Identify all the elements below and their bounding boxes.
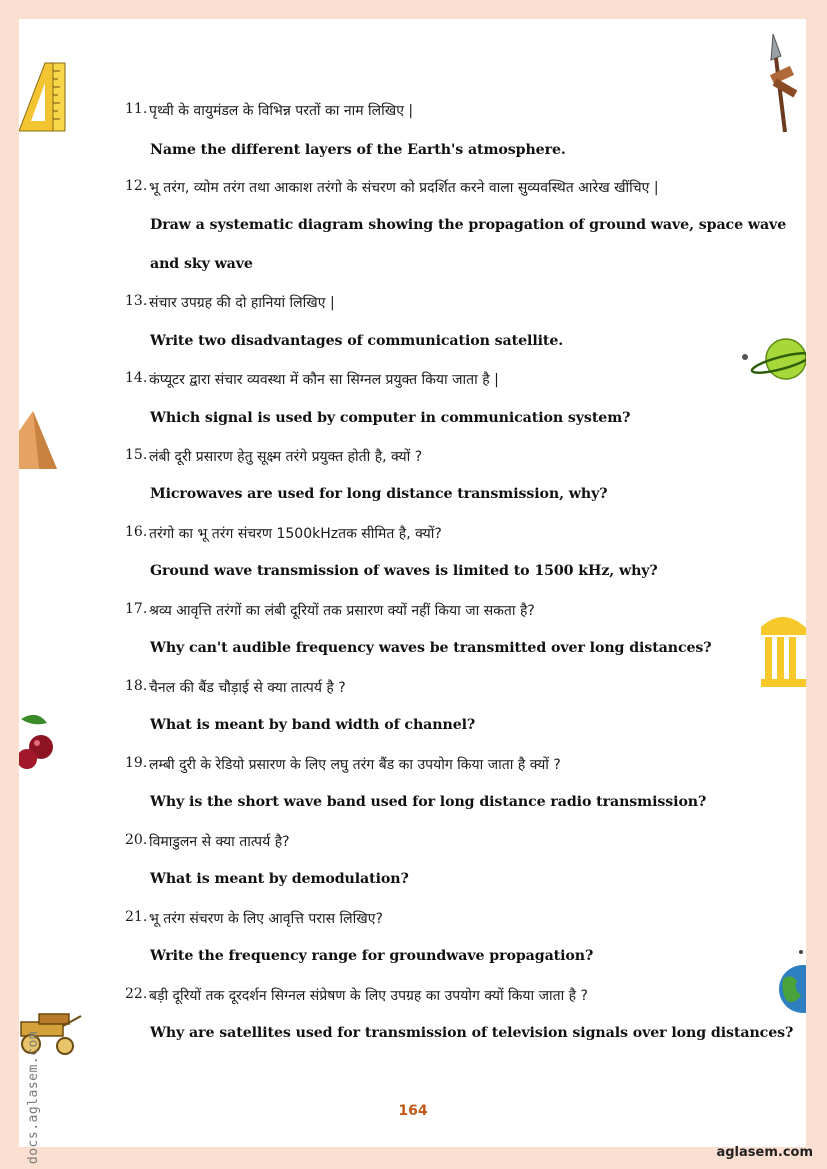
question-english: Ground wave transmission of waves is limited to 1500 kHz, why? bbox=[150, 563, 658, 579]
question-hindi: कंप्यूटर द्वारा संचार व्यवस्था में कौन सा सिग्नल प्रयुक्त किया जाता है | bbox=[149, 372, 499, 388]
question-number: 13. bbox=[125, 293, 148, 309]
side-watermark: docs.aglasem.com bbox=[26, 1030, 42, 1165]
question-english: Write two disadvantages of communication satellite. bbox=[150, 333, 564, 349]
question-hindi: लम्बी दुरी के रेडियो प्रसारण के लिए लघु तरंग बैंड का उपयोग किया जाता है क्यों ? bbox=[149, 757, 561, 773]
question-number: 20. bbox=[125, 832, 148, 848]
worksheet-page bbox=[19, 19, 806, 1147]
question-hindi: पृथ्वी के वायुमंडल के विभिन्न परतों का नाम लिखिए | bbox=[149, 103, 414, 119]
question-list bbox=[19, 19, 806, 1147]
brand-watermark: aglasem.com bbox=[716, 1145, 813, 1160]
question-hindi: संचार उपग्रह की दो हानियां लिखिए | bbox=[149, 295, 335, 311]
question-number: 11. bbox=[125, 101, 148, 117]
spear-icon bbox=[761, 34, 805, 134]
question-hindi: विमाडुलन से क्या तात्पर्य है? bbox=[149, 834, 290, 850]
question-english: and sky wave bbox=[150, 256, 253, 272]
question-number: 18. bbox=[125, 678, 148, 694]
question-english: Name the different layers of the Earth's atmosphere. bbox=[150, 142, 566, 158]
question-number: 17. bbox=[125, 601, 148, 617]
ruler-icon bbox=[19, 61, 67, 133]
question-english: Write the frequency range for groundwave propagation? bbox=[150, 948, 594, 964]
page-number: 164 bbox=[398, 1103, 428, 1119]
question-hindi: बड़ी दूरियों तक दूरदर्शन सिग्नल संप्रेषण के लिए उपग्रह का उपयोग क्यों किया जाता है ? bbox=[149, 988, 588, 1004]
planet-icon bbox=[741, 337, 806, 385]
question-hindi: भू तरंग, व्योम तरंग तथा आकाश तरंगो के संचरण को प्रदर्शित करने वाला सुव्यवस्थित आरेख खींचिए | bbox=[149, 180, 659, 196]
question-hindi: श्रव्य आवृत्ति तरंगों का लंबी दूरियों तक प्रसारण क्यों नहीं किया जा सकता है? bbox=[149, 603, 535, 619]
question-hindi: तरंगो का भू तरंग संचरण 1500kHzतक सीमित है, क्यों? bbox=[149, 526, 442, 542]
question-english: Why are satellites used for transmission of television signals over long distances? bbox=[150, 1025, 794, 1041]
question-number: 16. bbox=[125, 524, 148, 540]
question-number: 15. bbox=[125, 447, 148, 463]
question-english: Which signal is used by computer in communication system? bbox=[150, 410, 631, 426]
question-english: Why is the short wave band used for long distance radio transmission? bbox=[150, 794, 707, 810]
question-hindi: लंबी दूरी प्रसारण हेतु सूक्ष्म तरंगे प्रयुक्त होती है, क्यों ? bbox=[149, 449, 423, 465]
question-hindi: भू तरंग संचरण के लिए आवृत्ति परास लिखिए? bbox=[149, 911, 383, 927]
question-english: Why can't audible frequency waves be transmitted over long distances? bbox=[150, 640, 712, 656]
question-number: 19. bbox=[125, 755, 148, 771]
question-number: 12. bbox=[125, 178, 148, 194]
question-number: 22. bbox=[125, 986, 148, 1002]
globe-icon bbox=[775, 949, 806, 1019]
temple-icon bbox=[759, 609, 806, 689]
question-english: What is meant by band width of channel? bbox=[150, 717, 476, 733]
question-english: Draw a systematic diagram showing the propagation of ground wave, space wave bbox=[150, 217, 787, 233]
question-number: 21. bbox=[125, 909, 148, 925]
question-number: 14. bbox=[125, 370, 148, 386]
question-english: What is meant by demodulation? bbox=[150, 871, 409, 887]
pyramid-icon bbox=[19, 411, 59, 471]
question-hindi: चैनल की बैंड चौड़ाई से क्या तात्पर्य है ? bbox=[149, 680, 346, 696]
question-english: Microwaves are used for long distance transmission, why? bbox=[150, 486, 608, 502]
cherry-icon bbox=[19, 709, 59, 779]
